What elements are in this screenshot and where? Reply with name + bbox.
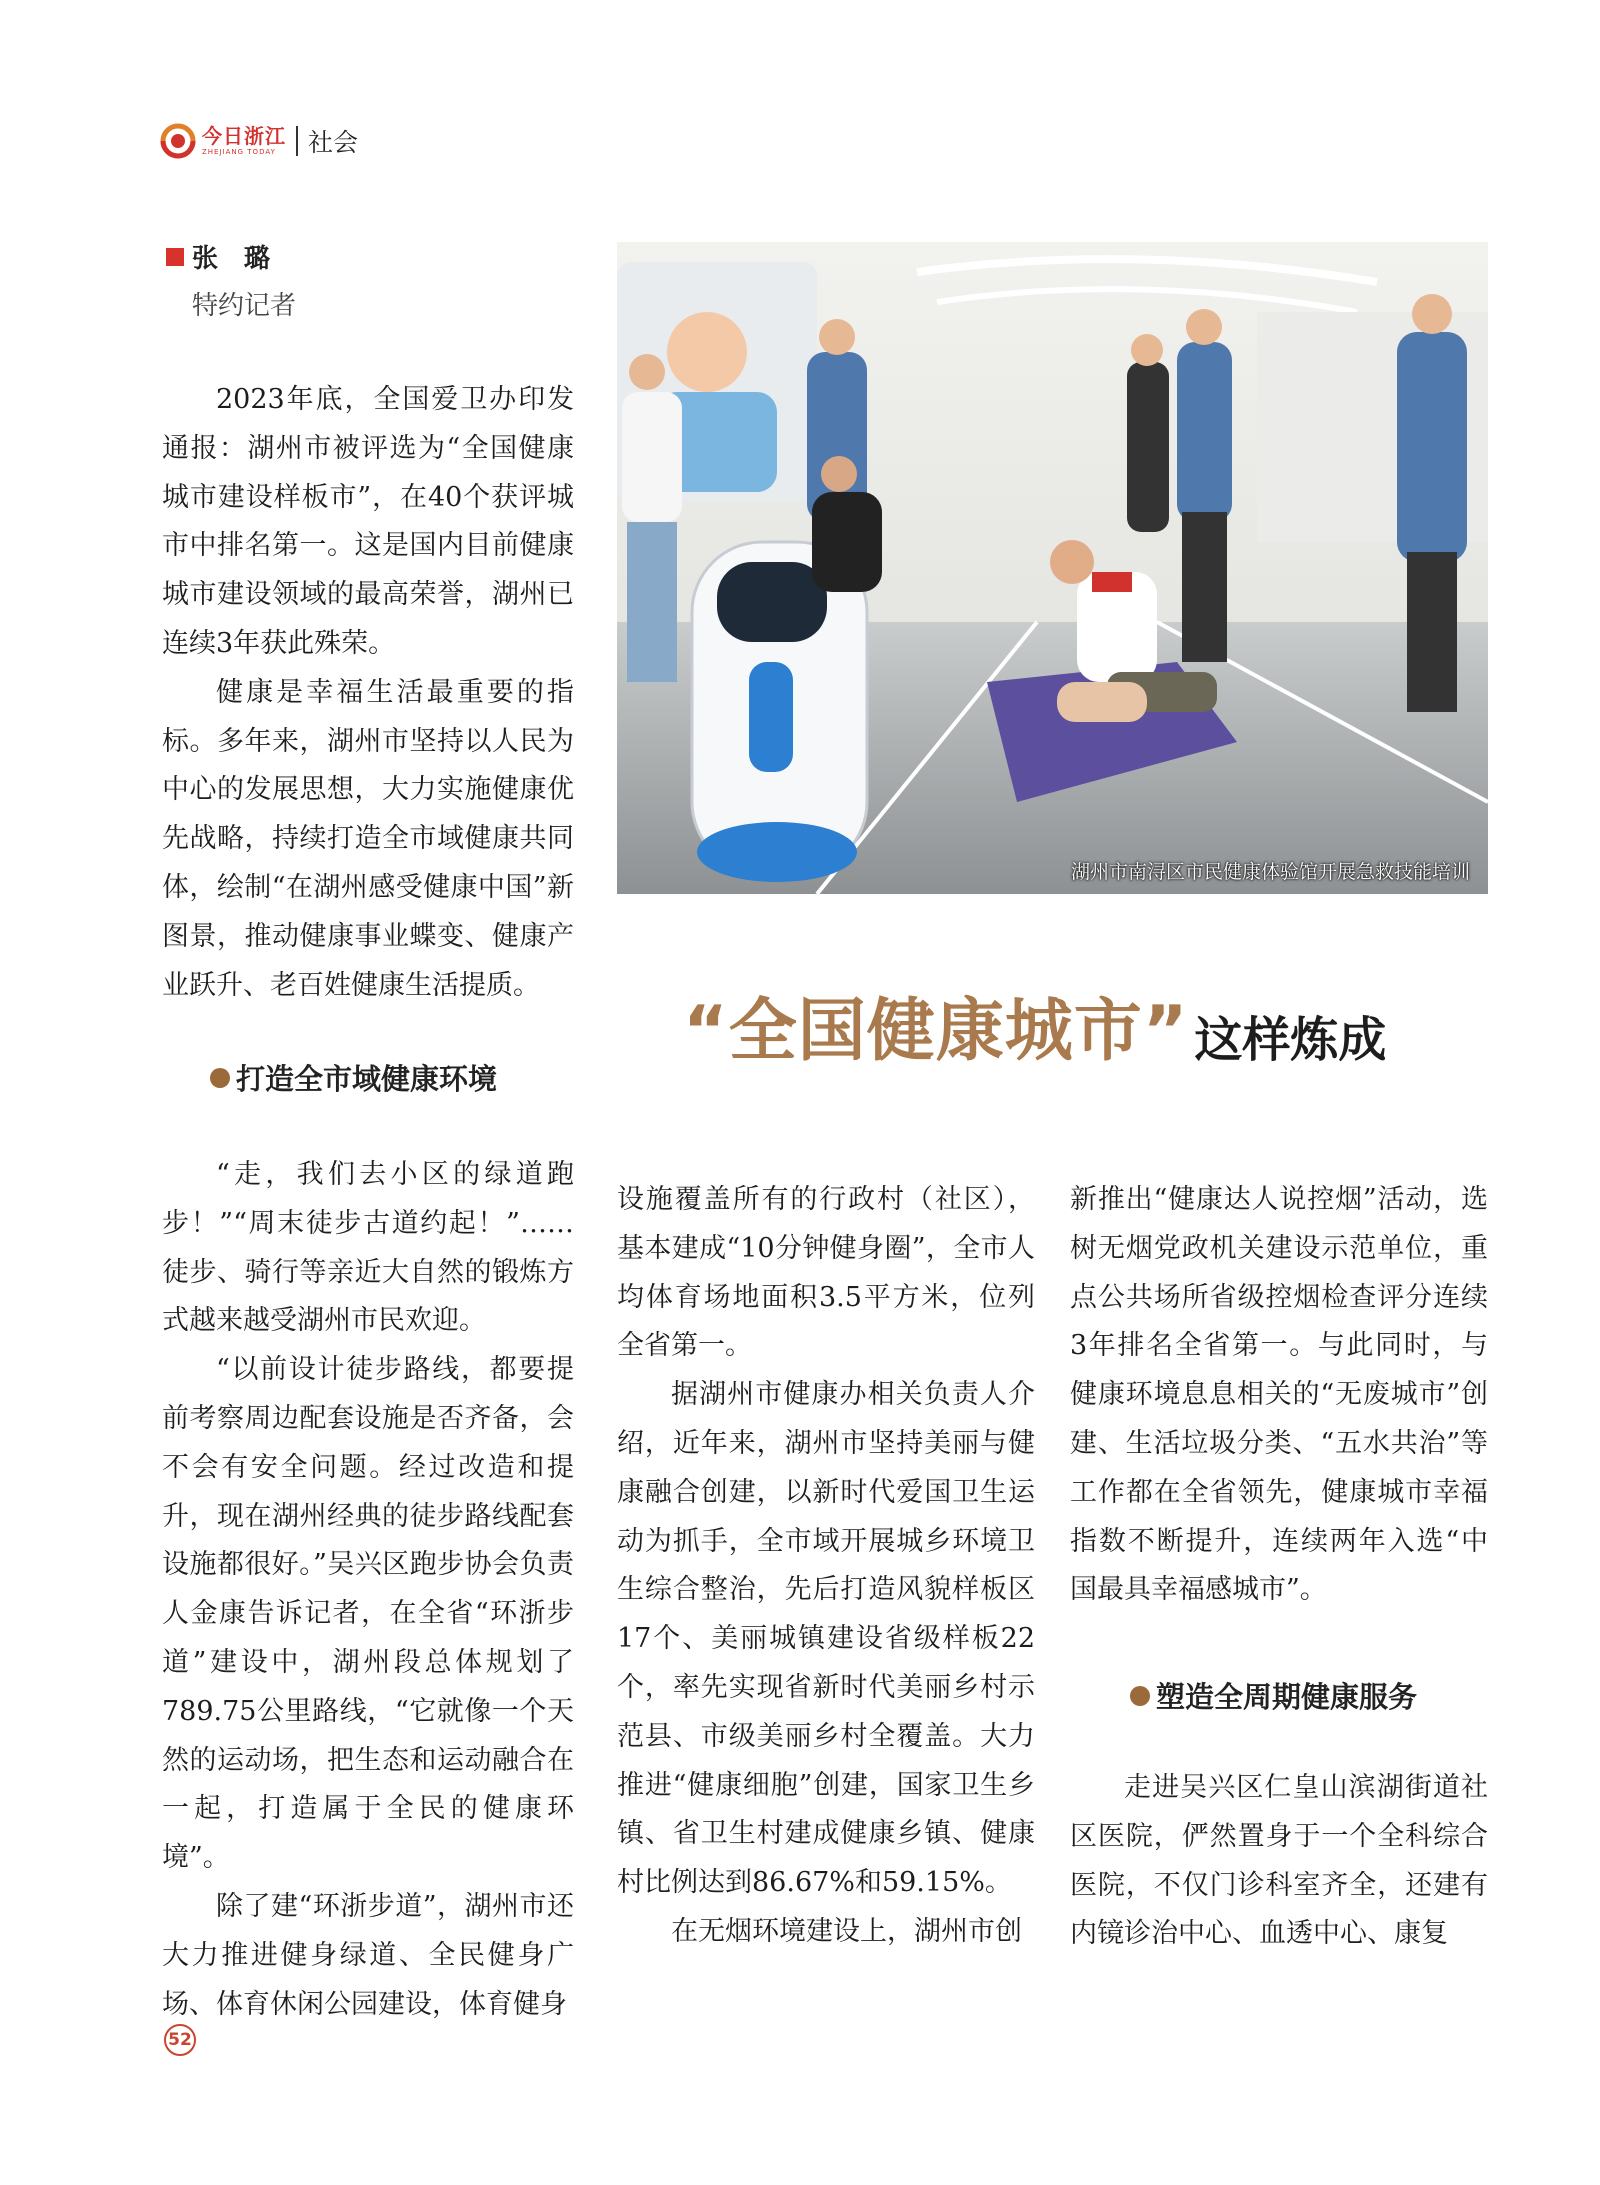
page-number: 52 [164,2024,196,2056]
subheading-text: 塑造全周期健康服务 [1156,1680,1418,1714]
paragraph: “走，我们去小区的绿道跑步！”“周末徒步古道约起！”……徒步、骑行等亲近大自然的锻炼方式越来越受湖州市民欢迎。 [162,1159,574,1337]
article-title [683,992,1387,1071]
first-aid-training-scene-image [617,242,1488,894]
author-name: 张璐 [192,244,297,274]
bullet-dot-icon [1130,1686,1150,1706]
column-2 [617,1176,1035,1957]
article-photo [617,242,1488,894]
paragraph: 设施覆盖所有的行政村（社区），基本建成“10分钟健身圈”，全市人均体育场地面积3.5平方米，位列全省第一。 [617,1184,1035,1362]
subheading-services [1130,1675,1417,1716]
paragraph: 除了建“环浙步道”，湖州市还大力推进健身绿道、全民健身广场、体育休闲公园建设，体育健身 [162,1890,574,2020]
byline [166,238,296,322]
logo-english-name: ZHEJIANG TODAY [202,148,276,156]
paragraph: 新推出“健康达人说控烟”活动，选树无烟党政机关建设示范单位，重点公共场所省级控烟检查评分连续3年排名全省第一。与此同时，与健康环境息息相关的“无废城市”创建、生活垃圾分类、“五水共治”等工作都在全省领先，健康城市幸福指数不断提升，连续两年入选“中国最具幸福感城市”。 [1070,1184,1488,1606]
column-3-lower [1070,1764,1488,1959]
column-1-intro [162,376,574,1010]
title-highlight: “全国健康城市” [683,992,1189,1071]
paragraph: 走进吴兴区仁皇山滨湖街道社区医院，俨然置身于一个全科综合医院，不仅门诊科室齐全，还建有内镜诊治中心、血透中心、康复 [1070,1772,1488,1950]
paragraph: 据湖州市健康办相关负责人介绍，近年来，湖州市坚持美丽与健康融合创建，以新时代爱国卫生运动为抓手，全市域开展城乡环境卫生综合整治，先后打造风貌样板区17个、美丽城镇建设省级样板22个，率先实现省新时代美丽乡村示范县、市级美丽乡村全覆盖。大力推进“健康细胞”创建，国家卫生乡镇、省卫生村建成健康乡镇、健康村比例达到86.67%和59.15%。 [617,1379,1035,1899]
subheading-environment [210,1057,497,1098]
paragraph: 健康是幸福生活最重要的指标。多年来，湖州市坚持以人民为中心的发展思想，大力实施健康优先战略，持续打造全市域健康共同体，绘制“在湖州感受健康中国”新图景，推动健康事业蝶变、健康产业跃升、老百姓健康生活提质。 [162,676,574,1001]
column-3 [1070,1176,1488,1615]
bullet-dot-icon [210,1068,230,1088]
author-role: 特约记者 [192,291,297,321]
logo-chinese-name: 今日浙江 [202,124,286,148]
header-divider [296,126,298,156]
magazine-logo-icon [160,123,196,159]
photo-caption: 湖州市南浔区市民健康体验馆开展急救技能培训 [1070,861,1470,883]
magazine-header [160,118,358,164]
red-square-marker-icon [166,248,184,266]
column-1-body [162,1151,574,2029]
section-label: 社会 [308,128,359,157]
paragraph: 2023年底，全国爱卫办印发通报：湖州市被评选为“全国健康城市建设样板市”，在40个获评城市中排名第一。这是国内目前健康城市建设领域的最高荣誉，湖州已连续3年获此殊荣。 [162,384,574,659]
paragraph: “以前设计徒步路线，都要提前考察周边配套设施是否齐备，会不会有安全问题。经过改造和提升，现在湖州经典的徒步路线配套设施都很好。”吴兴区跑步协会负责人金康告诉记者，在全省“环浙步道”建设中，湖州段总体规划了789.75公里路线，“它就像一个天然的运动场，把生态和运动融合在一起，打造属于全民的健康环境”。 [162,1354,574,1874]
title-rest: 这样炼成 [1194,1012,1387,1068]
magazine-logo [202,126,286,156]
subheading-text: 打造全市域健康环境 [236,1062,498,1096]
paragraph: 在无烟环境建设上，湖州市创 [671,1915,1022,1947]
